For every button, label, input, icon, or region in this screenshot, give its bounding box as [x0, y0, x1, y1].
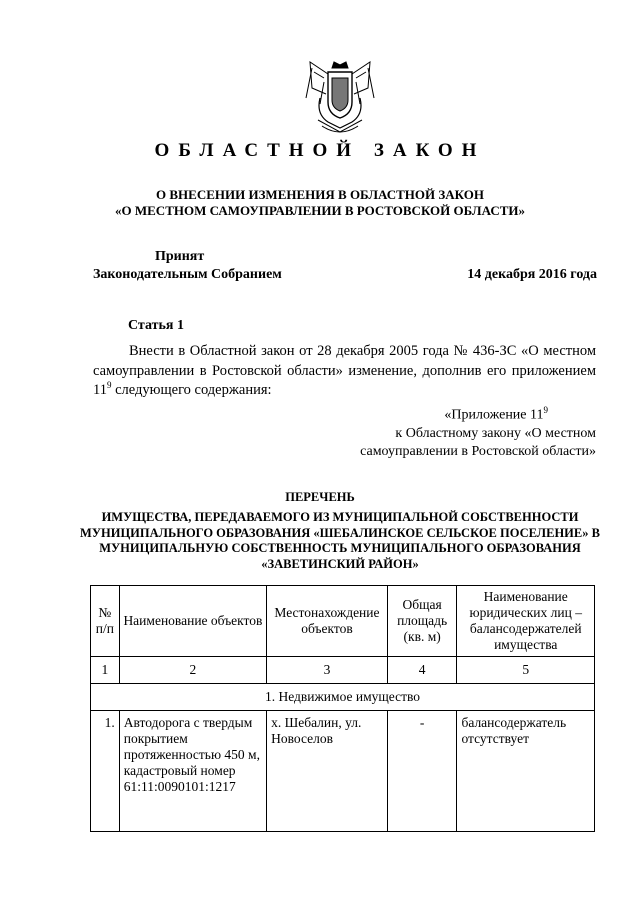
col-number-3: 3 [267, 657, 388, 684]
section-title: 1. Недвижимое имущество [91, 684, 595, 711]
article-text-end: следующего содержания: [111, 382, 272, 398]
subtitle-line-1: О ВНЕСЕНИИ ИЗМЕНЕНИЯ В ОБЛАСТНОЙ ЗАКОН [156, 187, 484, 202]
table-section-row [91, 684, 595, 711]
adopted-label: Принят [155, 249, 205, 264]
row-name: Автодорога с твердым покрытием протяженностью 450 м, кадастровый номер 61:11:0090101:1217 [119, 711, 266, 832]
row-location: х. Шебалин, ул. Новоселов [267, 711, 388, 832]
header-location: Местонахождение объектов [267, 586, 388, 657]
table-number-row [91, 657, 595, 684]
appendix-line-3: самоуправлении в Ростовской области» [360, 443, 596, 459]
appendix-title: «Приложение 11 [444, 407, 544, 423]
article-text-main: Внести в Областной закон от 28 декабря 2005 года № 436-ЗС «О местном самоуправлении в Ростовской области» изменение, дополнив его приложением 11 [93, 343, 596, 398]
article-text [93, 342, 596, 401]
adopted-by: Законодательным Собранием [93, 267, 282, 282]
law-title: ОБЛАСТНОЙ ЗАКОН [154, 140, 486, 161]
appendix-sup: 9 [543, 405, 548, 415]
coat-of-arms-icon [298, 58, 382, 138]
header-name: Наименование объектов [119, 586, 266, 657]
article-title: Статья 1 [128, 318, 184, 333]
appendix-line-1 [340, 401, 596, 425]
col-number-2: 2 [119, 657, 266, 684]
col-number-4: 4 [387, 657, 457, 684]
list-subheading: ИМУЩЕСТВА, ПЕРЕДАВАЕМОГО ИЗ МУНИЦИПАЛЬНОЙ СОБСТВЕННОСТИ МУНИЦИПАЛЬНОГО ОБРАЗОВАНИЯ «ШЕБАЛИНСКОЕ СЕЛЬСКОЕ ПОСЕЛЕНИЕ» В МУНИЦИПАЛЬНУЮ СОБСТВЕННОСТЬ МУНИЦИПАЛЬНОГО ОБРАЗОВАНИЯ «ЗАВЕТИНСКИЙ РАЙОН» [80, 510, 600, 571]
appendix-line-2: к Областному закону «О местном [395, 425, 596, 441]
subtitle-line-2: «О МЕСТНОМ САМОУПРАВЛЕНИИ В РОСТОВСКОЙ ОБЛАСТИ» [115, 203, 525, 218]
table-header-row [91, 586, 595, 657]
appendix-reference [340, 401, 596, 461]
col-number-5: 5 [457, 657, 595, 684]
row-num: 1. [91, 711, 120, 832]
table-row [91, 711, 595, 832]
header-holder: Наименование юридических лиц – балансодержателей имущества [457, 586, 595, 657]
header-area: Общая площадь (кв. м) [387, 586, 457, 657]
list-heading: ПЕРЕЧЕНЬ [285, 490, 355, 504]
header-num: № п/п [91, 586, 120, 657]
adoption-date: 14 декабря 2016 года [467, 267, 597, 282]
article-text-sup: 9 [106, 380, 112, 391]
property-table [90, 585, 595, 832]
col-number-1: 1 [91, 657, 120, 684]
law-subtitle [0, 187, 640, 219]
row-holder: балансодержатель отсутствует [457, 711, 595, 832]
row-area: - [387, 711, 457, 832]
